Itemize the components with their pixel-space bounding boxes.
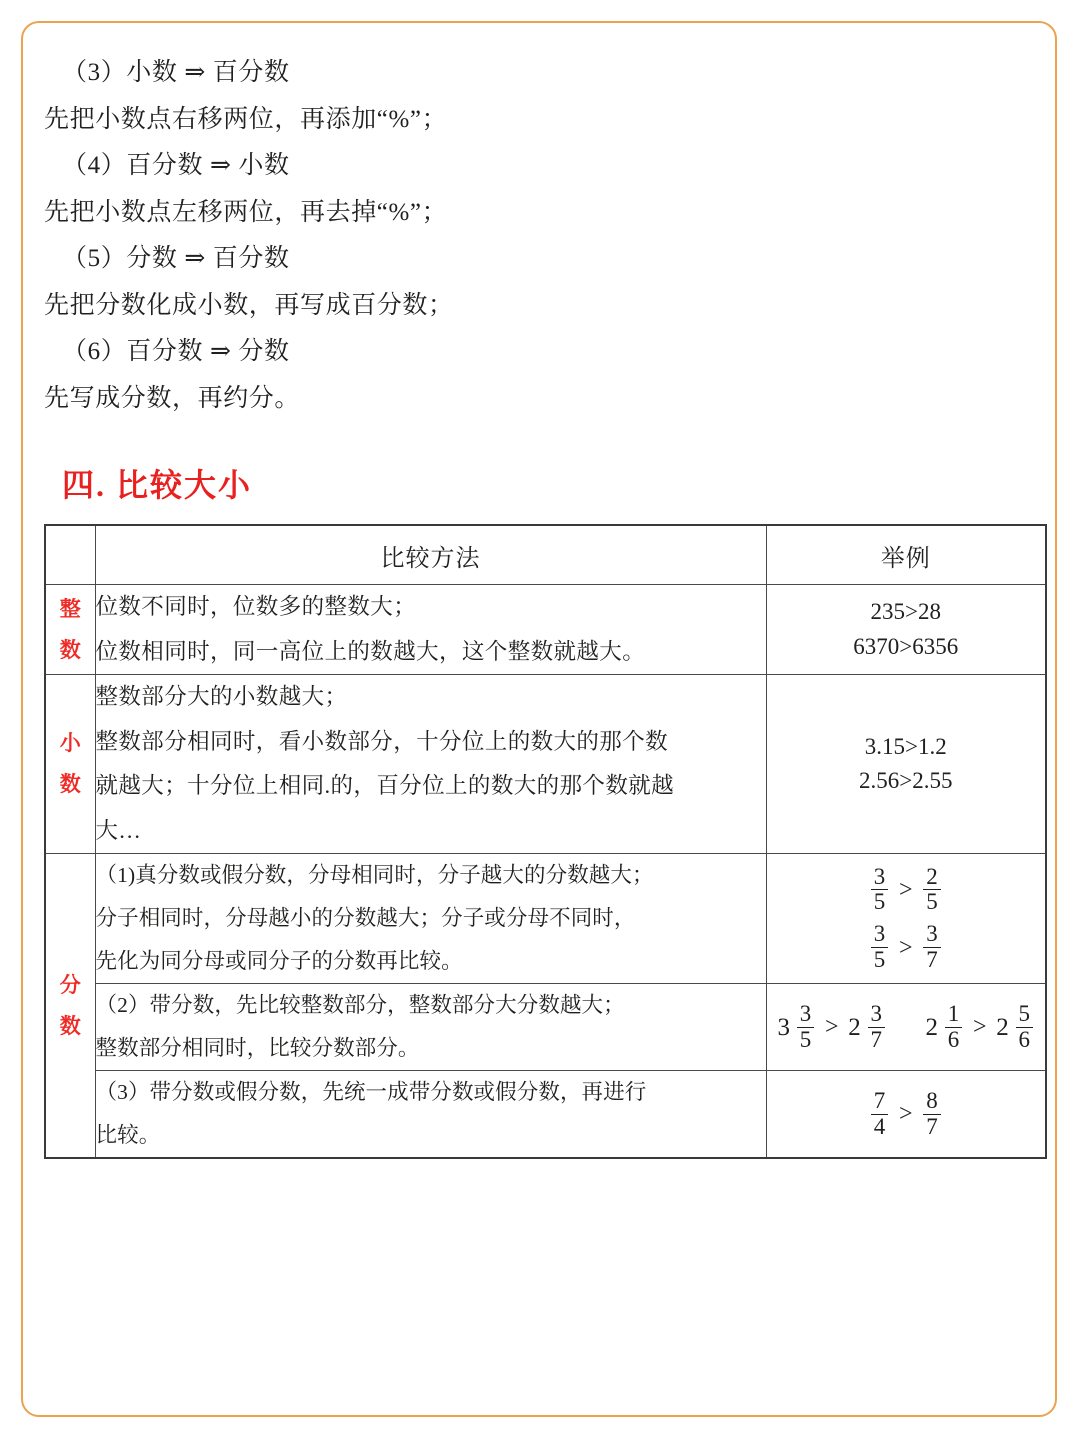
- rule-4-body: 先把小数点左移两位，再去掉“%”；: [44, 199, 448, 226]
- method-line: 整数部分相同时，看小数部分，十分位上的数大的那个数: [95, 728, 669, 754]
- numerator: 3: [926, 921, 938, 947]
- table-row-integer: [45, 585, 1046, 675]
- denominator: 5: [871, 947, 889, 973]
- denominator: 5: [923, 889, 941, 915]
- page-frame: [21, 21, 1057, 1417]
- fraction: [1016, 1002, 1034, 1053]
- numerator: 8: [926, 1087, 938, 1113]
- whole-part: 3: [777, 1013, 790, 1041]
- example-fraction-comparison: [767, 1089, 1046, 1140]
- numerator: 1: [947, 1000, 960, 1026]
- method-line: 位数相同时，同一高位上的数越大，这个整数就越大。: [95, 638, 646, 664]
- header-cell-example: 举例: [766, 525, 1046, 585]
- method-line: 大…: [95, 817, 142, 843]
- row-label-char: 分: [59, 972, 81, 997]
- example-cell-integer: [766, 585, 1046, 675]
- whole-part: 2: [848, 1013, 861, 1041]
- row-label-char: 整: [59, 596, 81, 621]
- example-fraction-comparison: [767, 922, 1046, 973]
- denominator: 6: [1016, 1027, 1034, 1053]
- row-label-char: 小: [59, 731, 81, 756]
- example-line: 235>28: [870, 599, 941, 625]
- numerator: 3: [799, 1000, 812, 1026]
- fraction: [871, 865, 889, 916]
- method-cell-fraction-1: [95, 854, 766, 984]
- example-cell-fraction-2: [766, 984, 1046, 1071]
- denominator: 4: [871, 1114, 889, 1140]
- numerator: 3: [873, 921, 886, 947]
- numerator: 7: [873, 1087, 886, 1113]
- method-line: 整数部分大的小数越大；: [95, 684, 348, 710]
- numerator: 3: [870, 1000, 882, 1026]
- whole-part: 2: [996, 1013, 1009, 1041]
- section-title-compare-sizes: 四. 比较大小: [62, 467, 253, 503]
- denominator: 6: [945, 1027, 963, 1053]
- example-line: 2.56>2.55: [859, 768, 953, 794]
- method-line: 先化为同分母或同分子的分数再比较。: [95, 949, 463, 974]
- rule-3-body: 先把小数点右移两位，再添加“%”；: [44, 106, 448, 133]
- table-row-decimal: [45, 675, 1046, 854]
- numerator: 5: [1018, 1000, 1031, 1026]
- rule-3-heading: （3）小数 ⇒ 百分数: [62, 59, 290, 86]
- whole-part: 2: [925, 1013, 938, 1041]
- table-header-row: [45, 525, 1046, 585]
- row-label-integer: [45, 585, 95, 675]
- row-label-char: 数: [59, 1013, 81, 1038]
- example-mixed-comparison: [926, 1002, 1035, 1053]
- rule-6-heading: （6）百分数 ⇒ 分数: [62, 338, 290, 365]
- example-line: 6370>6356: [853, 633, 959, 659]
- method-cell-decimal: [95, 675, 766, 854]
- method-line: 整数部分相同时，比较分数部分。: [95, 1036, 420, 1061]
- example-line: 3.15>1.2: [864, 733, 947, 759]
- denominator: 5: [871, 889, 889, 915]
- row-label-decimal: [45, 675, 95, 854]
- header-cell-blank: [45, 525, 95, 585]
- conversion-rules-block: [44, 33, 1041, 415]
- numerator: 3: [873, 863, 886, 889]
- relational-operator: >: [973, 1014, 987, 1041]
- fraction: [871, 922, 889, 973]
- row-label-char: 数: [59, 772, 81, 797]
- fraction: [923, 922, 941, 973]
- page-content: [44, 33, 1041, 1407]
- example-cell-decimal: [766, 675, 1046, 854]
- method-line: （1)真分数或假分数，分母相同时，分子越大的分数越大；: [95, 863, 654, 888]
- fraction: [797, 1002, 815, 1053]
- numerator: 2: [926, 863, 938, 889]
- method-line: 位数不同时，位数多的整数大；: [95, 594, 417, 619]
- example-cell-fraction-1: [766, 854, 1046, 984]
- example-fraction-comparison: [767, 865, 1046, 916]
- fraction: [945, 1002, 963, 1053]
- comparison-table: [44, 524, 1047, 1159]
- fraction: [923, 865, 941, 916]
- row-label-char: 数: [59, 637, 81, 662]
- header-cell-method: 比较方法: [95, 525, 766, 585]
- rule-6-body: 先写成分数，再约分。: [44, 385, 301, 412]
- method-line: 比较。: [95, 1123, 161, 1148]
- fraction: [923, 1089, 941, 1140]
- relational-operator: >: [898, 876, 913, 903]
- method-cell-integer: [95, 585, 766, 675]
- example-cell-fraction-3: [766, 1071, 1046, 1159]
- method-cell-fraction-2: [95, 984, 766, 1071]
- fraction: [868, 1002, 886, 1053]
- denominator: 5: [797, 1027, 815, 1053]
- rule-5-heading: （5）分数 ⇒ 百分数: [62, 245, 290, 272]
- method-line: 就越大；十分位上相同.的，百分位上的数大的那个数就越: [95, 773, 675, 799]
- example-mixed-comparison: [777, 1002, 886, 1053]
- denominator: 7: [923, 947, 941, 973]
- rule-4-heading: （4）百分数 ⇒ 小数: [62, 152, 290, 179]
- method-cell-fraction-3: [95, 1071, 766, 1159]
- relational-operator: >: [898, 1101, 913, 1128]
- method-line: 分子相同时，分母越小的分数越大；分子或分母不同时，: [95, 906, 636, 931]
- method-line: （3）带分数或假分数，先统一成带分数或假分数，再进行: [95, 1080, 647, 1105]
- rule-5-body: 先把分数化成小数，再写成百分数；: [44, 292, 454, 319]
- denominator: 7: [868, 1027, 886, 1053]
- relational-operator: >: [824, 1014, 839, 1041]
- table-row-fraction-1: [45, 854, 1046, 984]
- method-line: （2）带分数，先比较整数部分，整数部分大分数越大；: [95, 993, 625, 1018]
- table-row-fraction-2: [45, 984, 1046, 1071]
- relational-operator: >: [898, 934, 913, 961]
- fraction: [871, 1089, 889, 1140]
- row-label-fraction: [45, 854, 95, 1159]
- table-row-fraction-3: [45, 1071, 1046, 1159]
- denominator: 7: [923, 1114, 941, 1140]
